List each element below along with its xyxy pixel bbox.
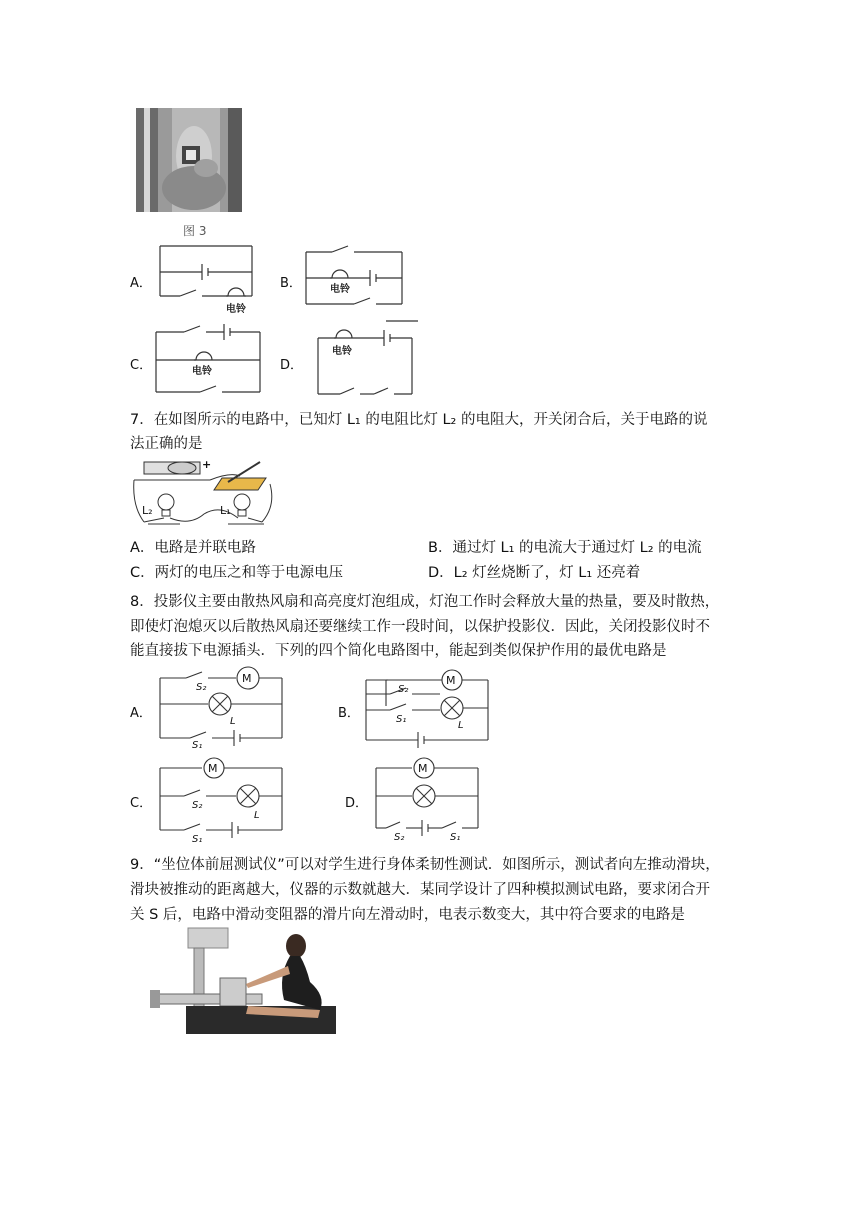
q9-stem-line1: 9．“坐位体前屈测试仪”可以对学生进行身体柔韧性测试．如图所示，测试者向左推动滑块， bbox=[130, 857, 720, 873]
q6-d-bell-label: 电铃 bbox=[332, 346, 352, 357]
q6-circuit-d bbox=[312, 318, 422, 398]
q8-d-m: M bbox=[418, 762, 428, 775]
q8-stem-line1: 8．投影仪主要由散热风扇和高亮度灯泡组成，灯泡工作时会释放大量的热量，要及时散热， bbox=[130, 594, 720, 610]
q7-circuit-figure bbox=[130, 456, 280, 534]
q7-fig-l2: L₂ bbox=[142, 504, 153, 517]
q8-a-s2: S₂ bbox=[196, 682, 207, 693]
q8-d-s2: S₂ bbox=[394, 832, 405, 842]
q7-option-a: A．电路是并联电路 bbox=[130, 540, 256, 556]
q7-option-c: C．两灯的电压之和等于电源电压 bbox=[130, 565, 344, 581]
q8-option-c-label: C． bbox=[130, 796, 153, 811]
q7-fig-l1: L₁ bbox=[220, 504, 231, 517]
q8-d-s1: S₁ bbox=[450, 832, 461, 842]
q6-a-bell-label: 电铃 bbox=[226, 304, 246, 315]
q7-fig-plus: + bbox=[202, 458, 212, 471]
q8-a-l: L bbox=[230, 716, 236, 727]
q8-a-s1: S₁ bbox=[192, 740, 203, 748]
q8-c-s2: S₂ bbox=[192, 800, 203, 811]
fig3-caption: 图 3 bbox=[183, 224, 207, 238]
sit-and-reach-photo bbox=[150, 926, 340, 1036]
q8-c-s1: S₁ bbox=[192, 834, 203, 842]
q6-c-bell-label: 电铃 bbox=[192, 366, 212, 377]
q6-option-b-label: B． bbox=[280, 276, 302, 291]
q8-option-a-label: A． bbox=[130, 706, 152, 721]
q8-b-s2: S₂ bbox=[398, 684, 409, 695]
q8-stem-line3: 能直接拔下电源插头．下列的四个简化电路图中，能起到类似保护作用的最优电路是 bbox=[130, 643, 667, 659]
q8-c-m: M bbox=[208, 762, 218, 775]
q8-a-m: M bbox=[242, 672, 252, 685]
doorbell-photo bbox=[136, 108, 242, 212]
q8-b-l: L bbox=[458, 720, 464, 731]
q8-circuit-b bbox=[362, 666, 492, 750]
q6-option-c-label: C． bbox=[130, 358, 153, 373]
q9-stem-line2: 滑块被推动的距离越大，仪器的示数就越大．某同学设计了四种模拟测试电路，要求闭合开 bbox=[130, 882, 710, 898]
q6-circuit-b bbox=[304, 244, 404, 312]
q8-circuit-d bbox=[372, 756, 482, 842]
q7-stem-line1: 7．在如图所示的电路中，已知灯 L₁ 的电阻比灯 L₂ 的电阻大，开关闭合后，关于电路的说 bbox=[130, 412, 708, 428]
q7-stem-line2: 法正确的是 bbox=[130, 436, 203, 452]
q8-circuit-a bbox=[156, 664, 286, 748]
q6-option-a-label: A． bbox=[130, 276, 152, 291]
q8-option-d-label: D． bbox=[345, 796, 369, 811]
q8-b-s1: S₁ bbox=[396, 714, 407, 725]
q8-stem-line2: 即使灯泡熄灭以后散热风扇还要继续工作一段时间，以保护投影仪．因此，关闭投影仪时不 bbox=[130, 619, 710, 635]
q6-circuit-c bbox=[154, 322, 262, 398]
q6-circuit-a bbox=[158, 242, 254, 316]
q8-option-b-label: B． bbox=[338, 706, 360, 721]
q8-circuit-c bbox=[156, 756, 286, 842]
q7-option-d: D．L₂ 灯丝烧断了，灯 L₁ 还亮着 bbox=[428, 565, 641, 581]
q8-c-l: L bbox=[254, 810, 260, 821]
q6-option-d-label: D． bbox=[280, 358, 304, 373]
q6-b-bell-label: 电铃 bbox=[330, 284, 350, 295]
q8-b-m: M bbox=[446, 674, 456, 687]
q9-stem-line3: 关 S 后，电路中滑动变阻器的滑片向左滑动时，电表示数变大，其中符合要求的电路是 bbox=[130, 907, 685, 923]
q7-option-b: B．通过灯 L₁ 的电流大于通过灯 L₂ 的电流 bbox=[428, 540, 702, 556]
